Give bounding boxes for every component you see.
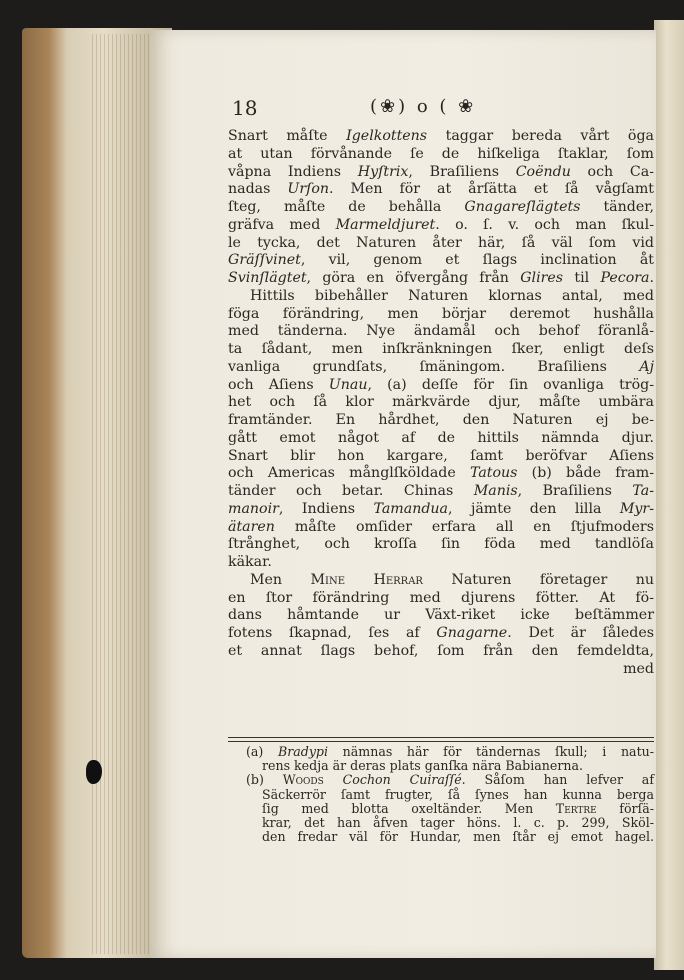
text-run: måſte omſider erfara all en ſtjufmoders [274, 518, 654, 535]
text-line [228, 572, 654, 590]
text-run: förſä- [596, 800, 654, 816]
text-run: het och ſå klor märkvärde djur, måſte umbära [228, 394, 654, 411]
italic-term: Tatous [469, 465, 518, 482]
text-run: at utan förvånande ſe de hiſkeliga ſtaklar, ſom [228, 145, 654, 162]
text-line [228, 643, 654, 661]
text-run: rens kedja är deras plats ganſka nära Babianerna. [262, 758, 583, 774]
text-run: (b) både fram- [517, 465, 654, 482]
italic-term: Urſon [287, 181, 330, 198]
italic-term: Manis [473, 483, 518, 499]
text-run: taggar bereda vårt öga [427, 128, 654, 144]
text-line [228, 590, 654, 608]
footnotes-block [246, 745, 654, 844]
italic-term: Marmeldjuret [335, 216, 436, 233]
text-run: , Indiens [278, 500, 374, 517]
text-line [228, 199, 654, 217]
text-run: ſtrånghet, och kroſſa ſin föda med tandlöſa [228, 536, 654, 553]
text-run: föga förändring, men börjar deremot hushålla [228, 305, 654, 322]
text-run: ſteg, måſte de behålla [228, 199, 465, 215]
italic-term: Tamandua [373, 500, 449, 517]
text-line [228, 448, 654, 466]
footnote-line [246, 759, 654, 773]
text-run [324, 772, 343, 787]
footnote-line [246, 802, 654, 816]
text-line [228, 128, 654, 146]
text-run: (a) [246, 744, 278, 759]
text-run: gräfva med [228, 216, 336, 233]
page-number: 18 [232, 96, 258, 120]
italic-term: ätaren [228, 518, 275, 535]
footnote-line [246, 773, 654, 787]
facing-page-edge [654, 20, 684, 970]
italic-term: Glires [520, 270, 564, 286]
text-run: och Ca- [570, 163, 654, 180]
text-run: , vil, genom et ſlags inclination åt [300, 252, 654, 269]
text-line [228, 359, 654, 377]
italic-term: Gnagareſlägtets [464, 199, 581, 215]
text-run: Säckerrör ſamt frugter, ſå ſynes han kunna berga [262, 786, 654, 802]
italic-term: Ta- [632, 483, 655, 499]
italic-term: Gräſſvinet [228, 252, 301, 269]
text-run: dans håmtande ur Växt-riket icke beſtämmer [228, 607, 654, 624]
text-run: , Braſiliens [517, 483, 633, 499]
text-run: och Aſiens [228, 376, 329, 393]
text-run: gått emot något af de hittils nämnda djur. [228, 429, 654, 446]
text-line [228, 164, 654, 182]
text-line [228, 661, 654, 679]
text-run: ſig med blotta oxeltänder. Men [262, 800, 556, 816]
italic-term: Igelkottens [346, 128, 428, 144]
italic-term: Gnagarne [436, 625, 508, 641]
text-line [228, 217, 654, 235]
text-run: våpna Indiens [228, 163, 358, 180]
text-line [228, 288, 654, 306]
text-line [228, 235, 654, 253]
text-run: tänder och betar. Chinas [228, 483, 474, 499]
text-line [228, 394, 654, 412]
text-run: Hittils bibehåller Naturen klornas antal, med [250, 287, 654, 304]
footnote-line [246, 816, 654, 830]
text-run: . Men för at årſätta et ſå vågſamt [329, 181, 654, 198]
text-line [228, 341, 654, 359]
italic-term: Aj [639, 358, 654, 375]
text-run: framtänder. En hårdhet, den Naturen ej be- [228, 412, 654, 428]
text-line [228, 625, 654, 643]
text-run: en ſtor förändring med djurens fötter. At fö- [228, 589, 654, 606]
text-line [228, 465, 654, 483]
text-line [228, 270, 654, 288]
text-run: et annat ſlags behof, ſom från den femdeldta, [228, 642, 654, 659]
text-line [228, 181, 654, 199]
text-run: krar, det han åfven tager höns. l. c. p. 299, Sköl- [262, 814, 654, 830]
text-line [228, 554, 654, 572]
text-line [228, 377, 654, 395]
text-line [228, 536, 654, 554]
small-caps-name: Mine Herrar [310, 571, 423, 588]
text-run: Snart blir hon kargare, ſamt beröfvar Aſiens [228, 447, 654, 464]
italic-term: Cochon Cuiraſſé [342, 772, 462, 788]
text-line [228, 483, 654, 501]
text-run: Snart måſte [228, 128, 347, 144]
text-run: . Det är ſåledes [507, 625, 655, 641]
text-line [228, 412, 654, 430]
text-run: med [623, 660, 654, 677]
text-run: Men [250, 571, 311, 588]
italic-term: Bradypi [277, 744, 329, 759]
text-run: käkar. [228, 554, 272, 570]
text-line [228, 607, 654, 625]
text-line [228, 146, 654, 164]
italic-term: Pecora [600, 270, 650, 286]
text-run: . Såſom han lefver af [461, 772, 654, 788]
italic-term: Myr- [619, 500, 654, 517]
footnote-line [246, 830, 654, 844]
text-line [228, 519, 654, 537]
text-run: , (a) deſſe för ſin ovanliga trög- [367, 376, 654, 393]
text-run: tänder, [580, 199, 654, 215]
italic-term: manoir [228, 500, 279, 517]
footnote-rule [228, 737, 654, 738]
text-run: le tycka, det Naturen åter här, ſå väl ſom vid [228, 234, 654, 251]
footnote-line [246, 788, 654, 802]
text-run: , jämte den lilla [448, 500, 620, 517]
text-run: med tänderna. Nye ändamål och behof föranlå- [228, 323, 654, 340]
page-header [232, 96, 656, 124]
small-caps-name: Woods [282, 772, 324, 788]
footnote-rule-thin [228, 741, 654, 742]
small-caps-name: Tertre [555, 800, 597, 816]
text-run: . [649, 270, 654, 286]
header-ornament: (❀) o ( ❀ [370, 96, 477, 117]
italic-term: Hyſtrix [357, 163, 409, 180]
text-line [228, 306, 654, 324]
text-line [228, 323, 654, 341]
text-run: ta ſådant, men inſkränkningen ſker, enligt deſs [228, 341, 654, 357]
italic-term: Svinſlägtet [228, 270, 307, 286]
italic-term: Coëndu [515, 163, 571, 180]
text-run: , Braſiliens [408, 163, 516, 180]
text-line [228, 501, 654, 519]
text-run: vanliga grundſats, ſmäningom. Braſiliens [228, 358, 640, 375]
text-run: nadas [228, 181, 288, 198]
italic-term: Unau [328, 376, 368, 393]
text-run: . o. ſ. v. och man ſkul- [435, 216, 654, 233]
text-run: , göra en öfvergång från [306, 270, 521, 286]
text-run: fotens ſkapnad, ſes af [228, 625, 437, 641]
text-run: och Americas månglſköldade [228, 465, 470, 482]
text-run: Naturen företager nu [422, 571, 654, 588]
text-run: (b) [246, 772, 283, 788]
footnote-line [246, 745, 654, 759]
text-run: nämnas här för tändernas ſkull; i natu- [328, 744, 654, 759]
text-line [228, 430, 654, 448]
main-text-block [228, 128, 654, 678]
text-run: den fredar väl för Hundar, men ſtår ej emot hagel. [262, 829, 654, 845]
text-run: til [563, 270, 601, 286]
text-line [228, 252, 654, 270]
